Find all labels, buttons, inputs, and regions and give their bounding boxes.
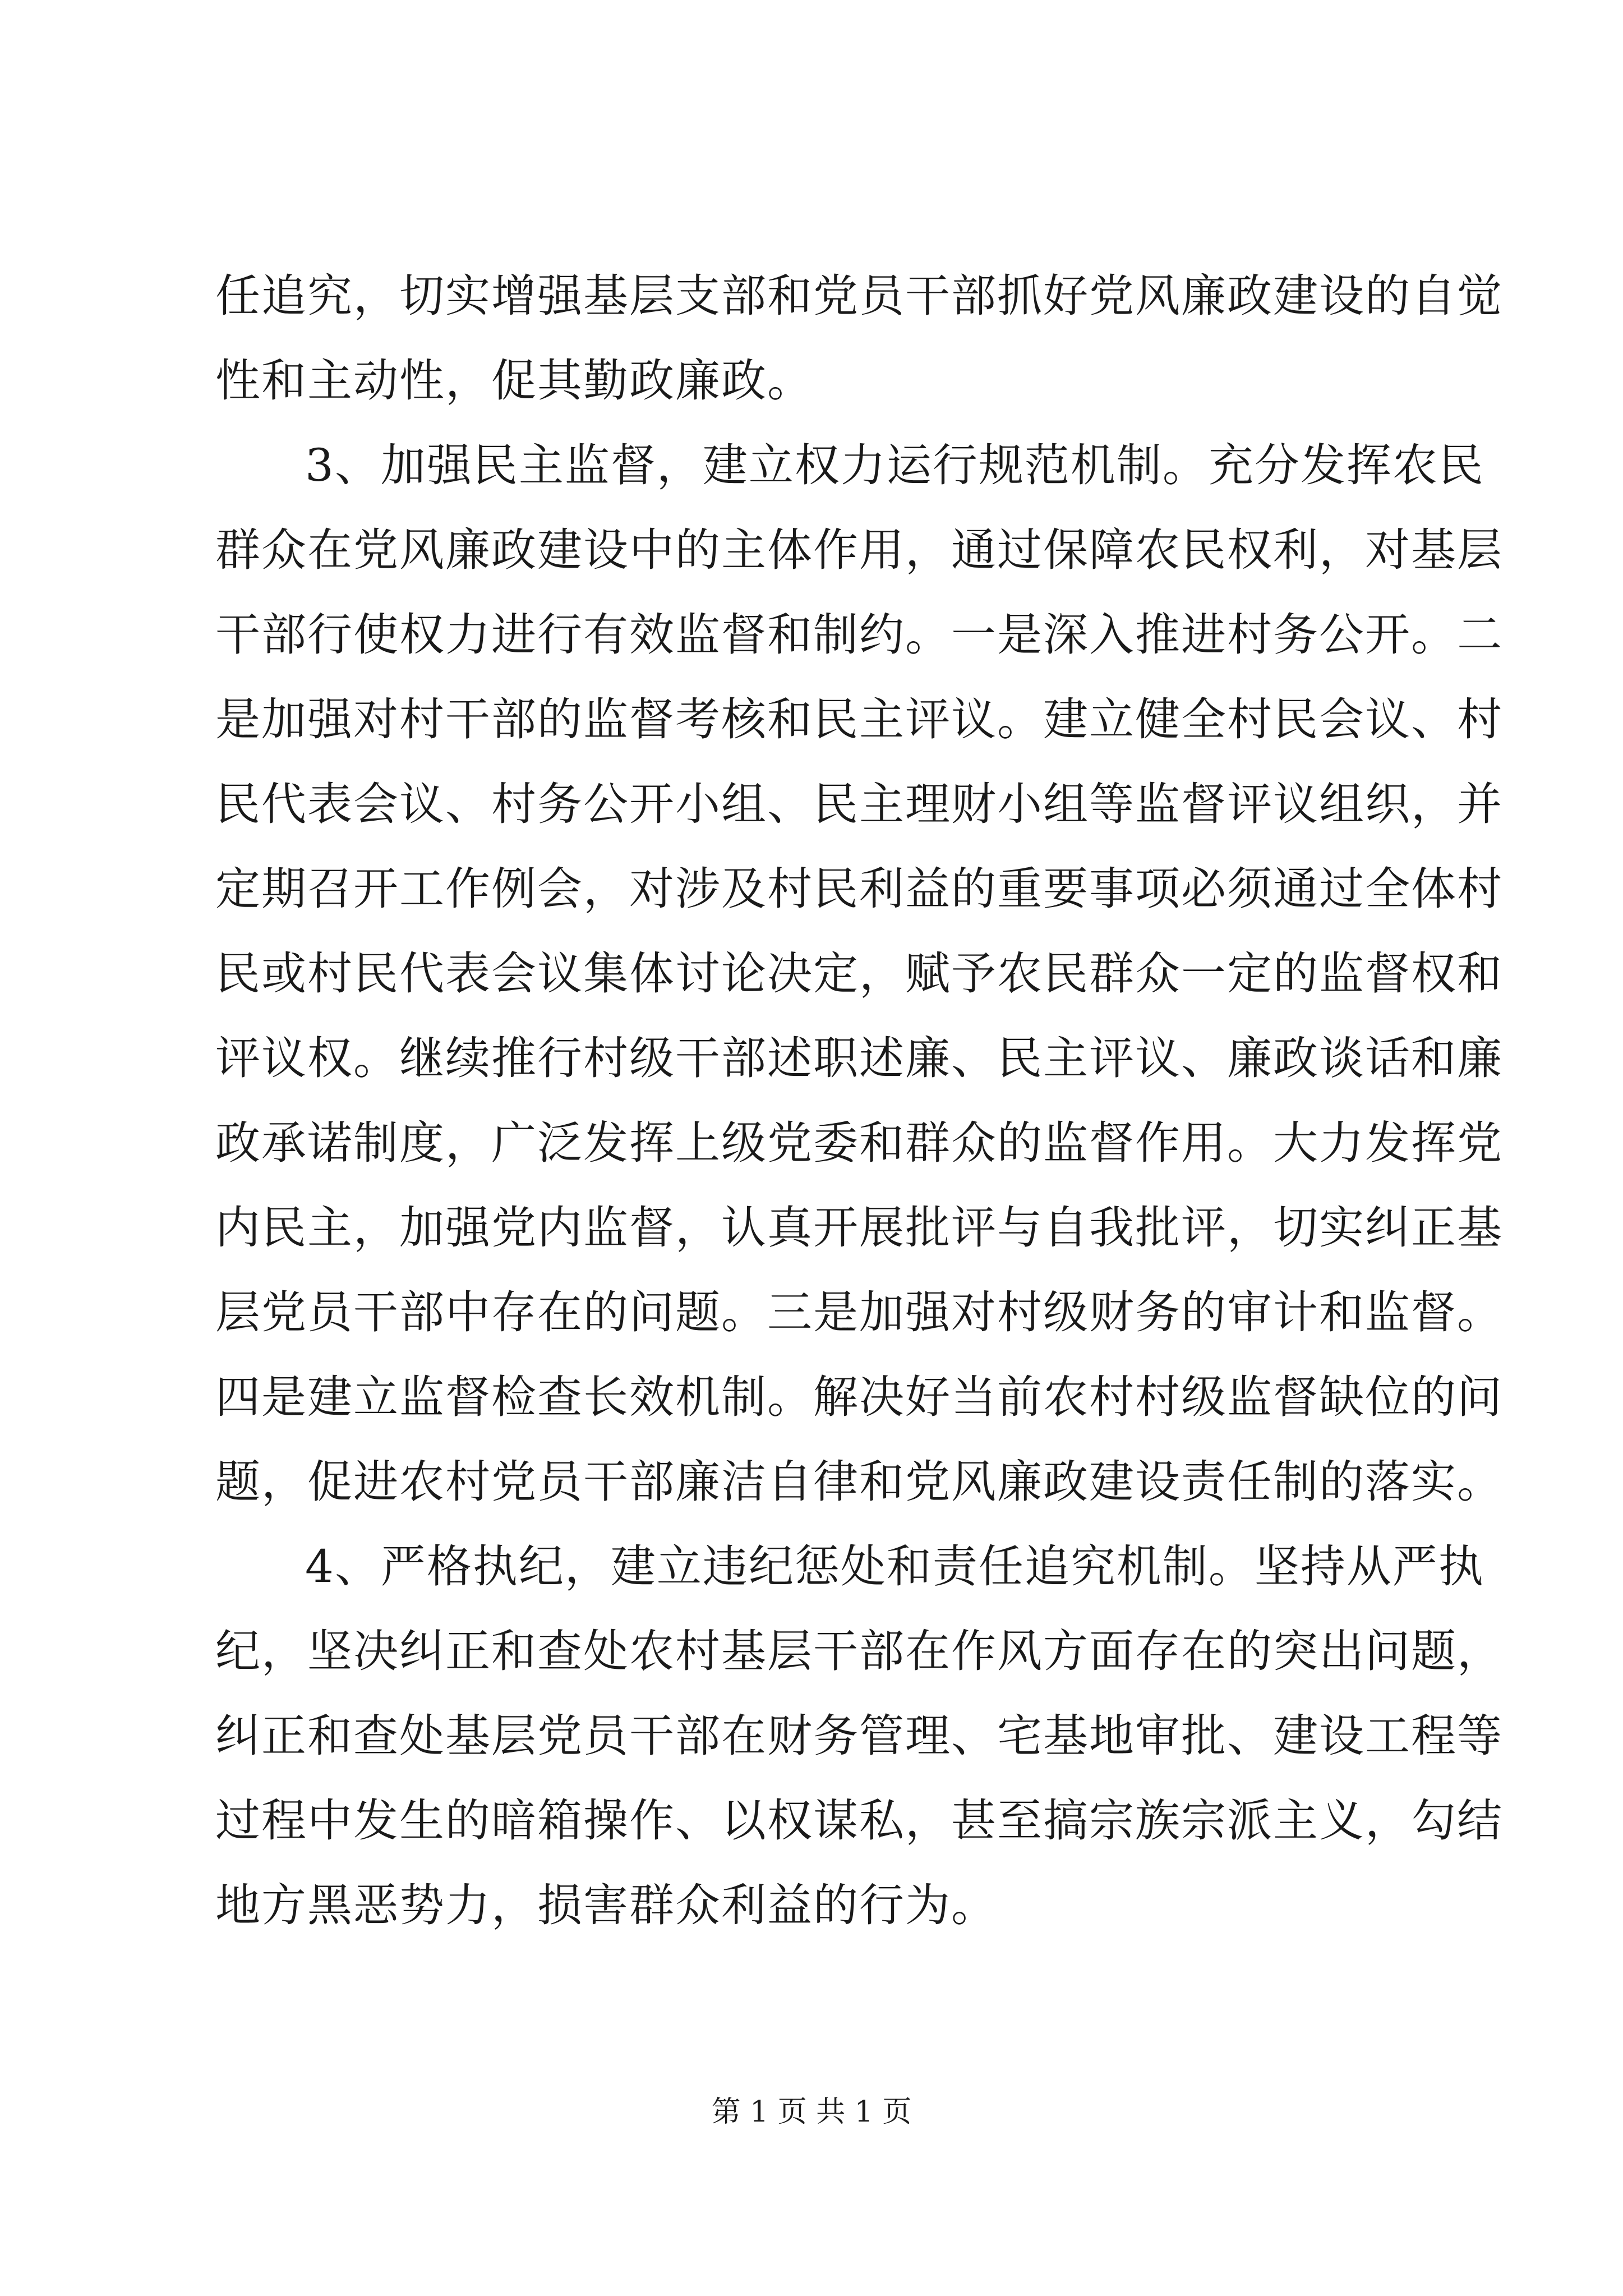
text-line: 过程中发生的暗箱操作、以权谋私，甚至搞宗族宗派主义，勾结 <box>215 1795 1503 1847</box>
text-line: 性和主动性，促其勤政廉政。 <box>215 355 813 407</box>
text-line: 纠正和查处基层党员干部在财务管理、宅基地审批、建设工程等 <box>215 1710 1503 1762</box>
text-line: 民或村民代表会议集体讨论决定，赋予农民群众一定的监督权和 <box>215 947 1503 1000</box>
paragraph-start-line: 4、严格执纪，建立违纪惩处和责任追究机制。坚持从严执 <box>305 1540 1484 1593</box>
text-line: 层党员干部中存在的问题。三是加强对村级财务的审计和监督。 <box>215 1286 1503 1338</box>
text-line: 定期召开工作例会，对涉及村民利益的重要事项必须通过全体村 <box>215 863 1503 915</box>
text-line: 内民主，加强党内监督，认真开展批评与自我批评，切实纠正基 <box>215 1202 1503 1254</box>
text-line: 题，促进农村党员干部廉洁自律和党风廉政建设责任制的落实。 <box>215 1456 1503 1508</box>
text-line: 评议权。继续推行村级干部述职述廉、民主评议、廉政谈话和廉 <box>215 1032 1503 1084</box>
text-line: 民代表会议、村务公开小组、民主理财小组等监督评议组织，并 <box>215 778 1503 830</box>
page-footer <box>0 2092 1623 2132</box>
text-line: 群众在党风廉政建设中的主体作用，通过保障农民权利，对基层 <box>215 524 1503 576</box>
text-line: 地方黑恶势力，损害群众利益的行为。 <box>215 1879 997 1931</box>
text-line: 政承诺制度，广泛发挥上级党委和群众的监督作用。大力发挥党 <box>215 1117 1503 1169</box>
text-line: 纪，坚决纠正和查处农村基层干部在作风方面存在的突出问题， <box>215 1625 1503 1677</box>
text-line: 是加强对村干部的监督考核和民主评议。建立健全村民会议、村 <box>215 693 1503 746</box>
page-number: 第 1 页 共 1 页 <box>711 2095 912 2129</box>
text-line: 四是建立监督检查长效机制。解决好当前农村村级监督缺位的问 <box>215 1371 1503 1423</box>
text-line: 任追究，切实增强基层支部和党员干部抓好党风廉政建设的自觉 <box>215 270 1503 322</box>
text-line: 干部行使权力进行有效监督和制约。一是深入推进村务公开。二 <box>215 609 1503 661</box>
paragraph-start-line: 3、加强民主监督，建立权力运行规范机制。充分发挥农民 <box>305 439 1484 491</box>
document-body <box>215 254 1503 1948</box>
